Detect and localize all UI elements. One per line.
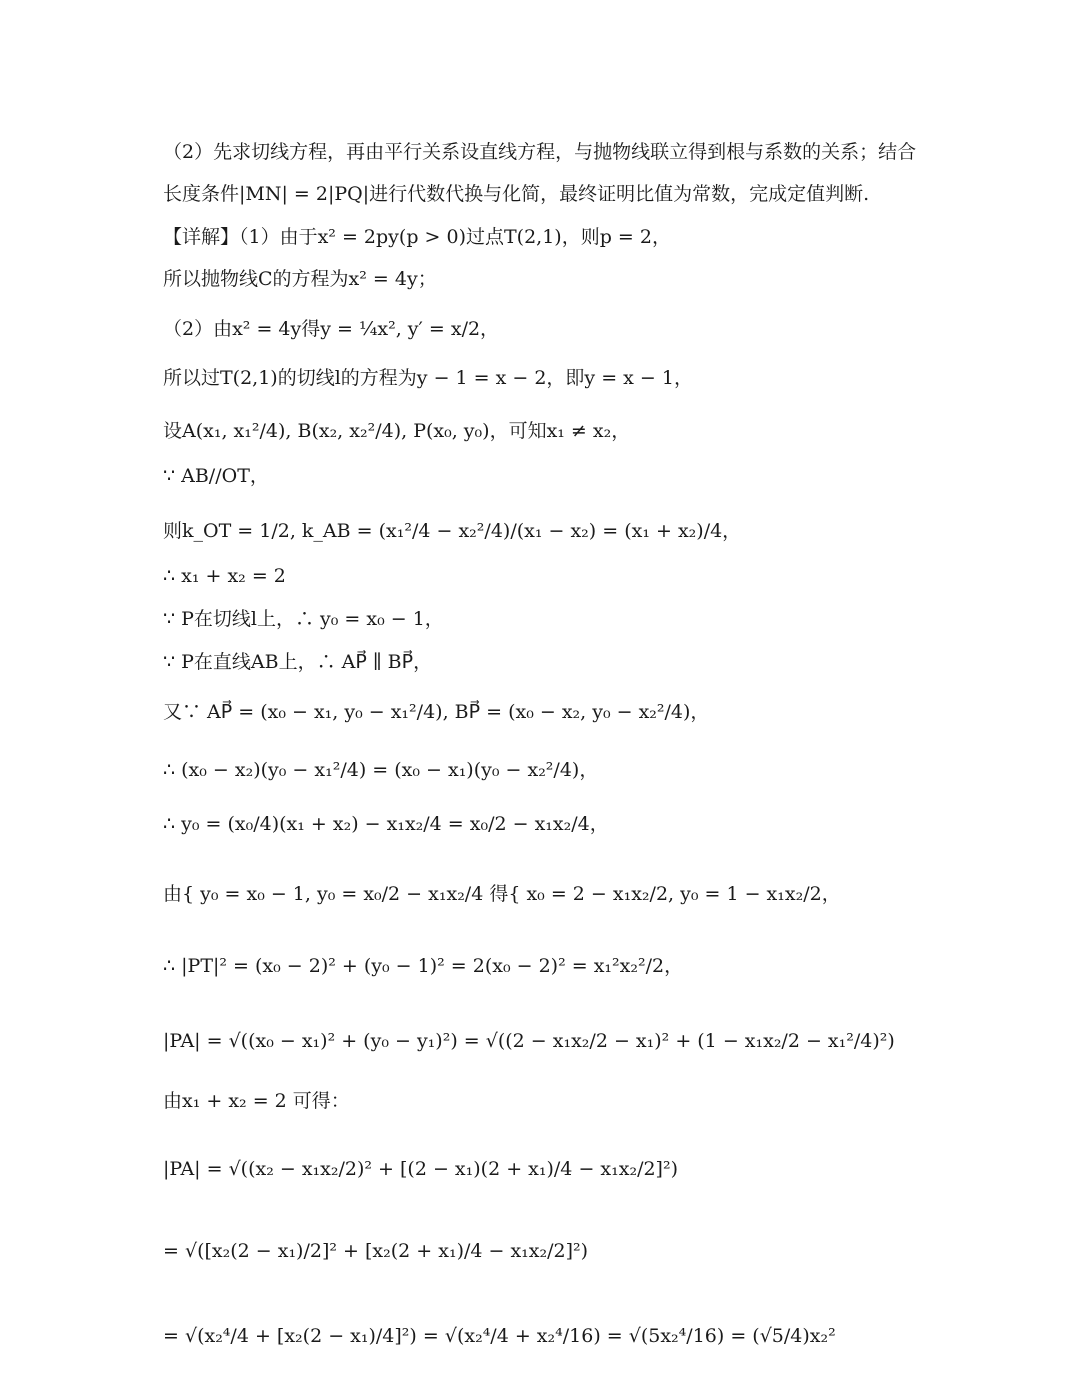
text-line-3: 【详解】（1）由于x² = 2py(p > 0)过点T(2,1)，则p = 2， bbox=[163, 226, 671, 248]
text-line-21: = √([x₂(2 − x₁)/2]² + [x₂(2 + x₁)/4 − x₁x₂/2]²) bbox=[163, 1240, 589, 1262]
text-line-7: 设A(x₁, x₁²/4), B(x₂, x₂²/4), P(x₀, y₀)，可知x₁ ≠ x₂， bbox=[163, 420, 631, 442]
text-line-20: |PA| = √((x₂ − x₁x₂/2)² + [(2 − x₁)(2 + x₁)/4 − x₁x₂/2]²) bbox=[163, 1158, 678, 1180]
text-line-19: 由x₁ + x₂ = 2 可得： bbox=[163, 1090, 350, 1112]
text-line-9: 则k_OT = 1/2, k_AB = (x₁²/4 − x₂²/4)/(x₁ − x₂) = (x₁ + x₂)/4， bbox=[163, 520, 742, 542]
text-line-13: 又∵ AP⃗ = (x₀ − x₁, y₀ − x₁²/4), BP⃗ = (x₀ − x₂, y₀ − x₂²/4)， bbox=[163, 701, 710, 723]
text-line-18: |PA| = √((x₀ − x₁)² + (y₀ − y₁)²) = √((2 − x₁x₂/2 − x₁)² + (1 − x₁x₂/2 − x₁²/4)²) bbox=[163, 1030, 895, 1052]
text-line-22: = √(x₂⁴/4 + [x₂(2 − x₁)/4]²) = √(x₂⁴/4 + x₂⁴/16) = √(5x₂⁴/16) = (√5/4)x₂² bbox=[163, 1325, 836, 1347]
text-line-15: ∴ y₀ = (x₀/4)(x₁ + x₂) − x₁x₂/4 = x₀/2 − x₁x₂/4， bbox=[163, 813, 609, 835]
text-line-4: 所以抛物线C的方程为x² = 4y； bbox=[163, 268, 437, 290]
text-line-5: （2）由x² = 4y得y = ¼x², y′ = x/2， bbox=[163, 318, 500, 340]
text-line-12: ∵ P在直线AB上，∴ AP⃗ ∥ BP⃗， bbox=[163, 651, 433, 673]
text-line-8: ∵ AB//OT， bbox=[163, 465, 269, 487]
text-line-14: ∴ (x₀ − x₂)(y₀ − x₁²/4) = (x₀ − x₁)(y₀ − x₂²/4)， bbox=[163, 759, 599, 781]
text-line-11: ∵ P在切线l上，∴ y₀ = x₀ − 1， bbox=[163, 608, 444, 630]
text-line-1: （2）先求切线方程，再由平行关系设直线方程，与抛物线联立得到根与系数的关系；结合 bbox=[163, 141, 917, 163]
text-line-16: 由{ y₀ = x₀ − 1, y₀ = x₀/2 − x₁x₂/4 得{ x₀ = 2 − x₁x₂/2, y₀ = 1 − x₁x₂/2， bbox=[163, 883, 841, 905]
text-line-10: ∴ x₁ + x₂ = 2 bbox=[163, 565, 286, 587]
text-line-6: 所以过T(2,1)的切线l的方程为y − 1 = x − 2，即y = x − 1， bbox=[163, 367, 693, 389]
text-line-2: 长度条件|MN| = 2|PQ|进行代数代换与化简，最终证明比值为常数，完成定值判断. bbox=[163, 183, 870, 205]
text-line-17: ∴ |PT|² = (x₀ − 2)² + (y₀ − 1)² = 2(x₀ − 2)² = x₁²x₂²/2， bbox=[163, 955, 684, 977]
